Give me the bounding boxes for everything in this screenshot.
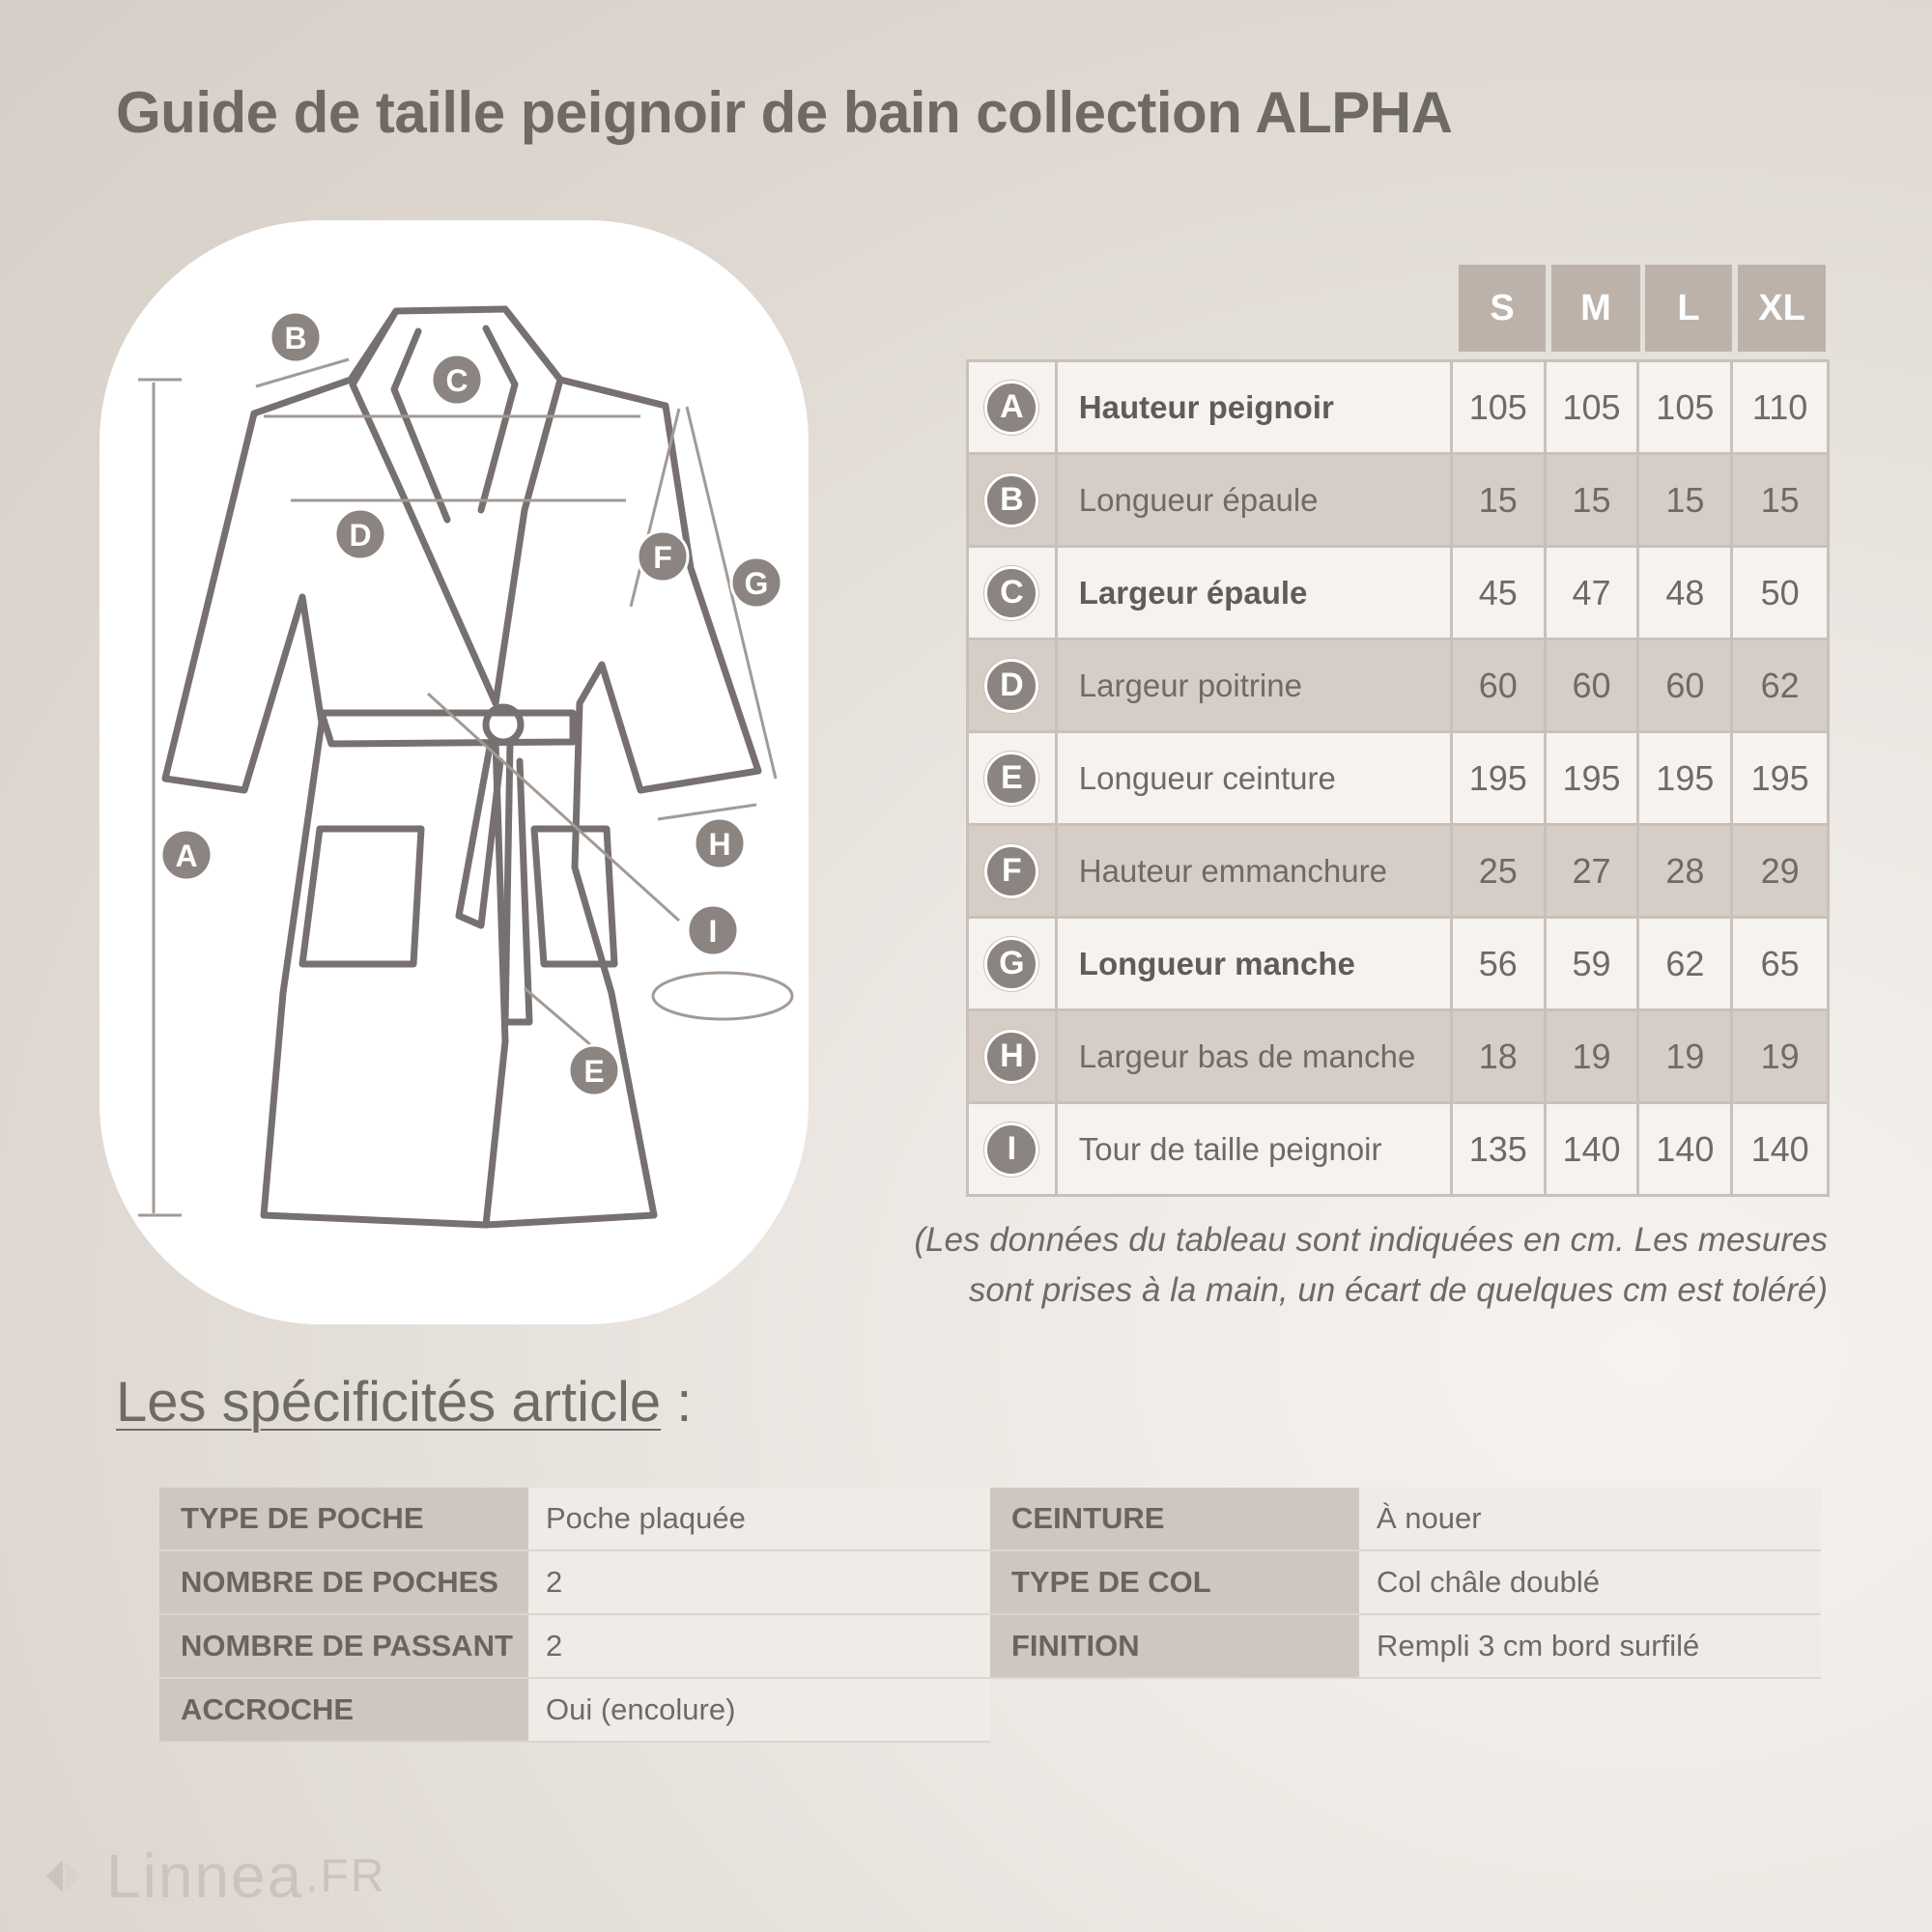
- value-cell: 60: [1453, 640, 1547, 730]
- row-badge: B: [984, 473, 1038, 527]
- row-label: Hauteur peignoir: [1058, 362, 1453, 452]
- size-header-l: L: [1645, 265, 1732, 352]
- value-cell: 19: [1760, 1036, 1800, 1076]
- spec-value: 2: [528, 1615, 990, 1677]
- row-badge: I: [984, 1122, 1038, 1177]
- specs-right: [990, 1488, 1821, 1679]
- table-row: [969, 640, 1827, 733]
- size-header-xl: XL: [1738, 265, 1826, 352]
- spec-value: Poche plaquée: [528, 1488, 990, 1549]
- table-row: [969, 919, 1827, 1011]
- value-cell: 45: [1453, 548, 1547, 638]
- waist-ellipse: [653, 973, 792, 1019]
- spec-row: [159, 1615, 990, 1679]
- size-header-s: S: [1459, 265, 1546, 352]
- row-label: Longueur ceinture: [1058, 733, 1453, 823]
- row-label: Largeur poitrine: [1058, 640, 1453, 730]
- value-cell: 27: [1547, 826, 1640, 916]
- value-cell: 15: [1453, 455, 1547, 545]
- spec-key: CEINTURE: [990, 1488, 1359, 1549]
- value-cell: 15: [1639, 455, 1733, 545]
- row-badge: H: [984, 1030, 1038, 1084]
- svg-text:E: E: [583, 1054, 605, 1089]
- collar-inner-right: [481, 328, 515, 510]
- value-cell: 50: [1760, 572, 1800, 612]
- belt: [322, 713, 573, 744]
- spec-value: Oui (encolure): [528, 1679, 990, 1741]
- spec-key: TYPE DE POCHE: [159, 1488, 528, 1549]
- value-cell: 195: [1750, 757, 1809, 798]
- spec-value: Col châle doublé: [1359, 1551, 1821, 1613]
- row-badge: C: [984, 566, 1038, 620]
- spec-value: 2: [528, 1551, 990, 1613]
- value-cell: 105: [1453, 362, 1547, 452]
- diagram-marker-a: [161, 830, 212, 880]
- value-cell: 28: [1639, 826, 1733, 916]
- spec-row: [990, 1488, 1821, 1551]
- table-row: [969, 826, 1827, 919]
- value-cell: 19: [1639, 1011, 1733, 1101]
- leaf-icon: [39, 1852, 87, 1900]
- row-badge: D: [984, 659, 1038, 713]
- svg-text:C: C: [445, 363, 469, 398]
- table-row: [969, 1011, 1827, 1104]
- spec-key: NOMBRE DE POCHES: [159, 1551, 528, 1613]
- spec-row: [990, 1615, 1821, 1679]
- value-cell: 15: [1760, 479, 1800, 520]
- note-line: (Les données du tableau sont indiquées en cm. Les mesures: [914, 1221, 1828, 1259]
- value-cell: 105: [1639, 362, 1733, 452]
- svg-text:F: F: [653, 540, 672, 575]
- measurement-note: [850, 1215, 1828, 1316]
- value-cell: 105: [1547, 362, 1640, 452]
- row-label: Largeur bas de manche: [1058, 1011, 1453, 1101]
- row-label: Tour de taille peignoir: [1058, 1104, 1453, 1194]
- brand-logo: [39, 1840, 386, 1912]
- value-cell: 60: [1639, 640, 1733, 730]
- value-cell: 62: [1639, 919, 1733, 1009]
- diagram-marker-f: [638, 531, 688, 582]
- specs-left: [159, 1488, 990, 1743]
- value-cell: 195: [1547, 733, 1640, 823]
- bathrobe-diagram-panel: [99, 220, 809, 1324]
- table-row: [969, 548, 1827, 640]
- specs-heading: [116, 1370, 692, 1435]
- table-row: [969, 1104, 1827, 1194]
- value-cell: 135: [1453, 1104, 1547, 1194]
- note-line: sont prises à la main, un écart de quelques cm est toléré): [968, 1271, 1828, 1309]
- bathrobe-diagram: [99, 220, 809, 1324]
- table-row: [969, 733, 1827, 826]
- value-cell: 195: [1639, 733, 1733, 823]
- value-cell: 60: [1547, 640, 1640, 730]
- row-label: Longueur épaule: [1058, 455, 1453, 545]
- svg-text:H: H: [708, 827, 731, 862]
- spec-key: FINITION: [990, 1615, 1359, 1677]
- value-cell: 29: [1760, 850, 1800, 891]
- value-cell: 56: [1453, 919, 1547, 1009]
- logo-suffix: .FR: [305, 1850, 386, 1902]
- spec-value: À nouer: [1359, 1488, 1821, 1549]
- size-table: [966, 359, 1830, 1197]
- diagram-marker-e: [569, 1045, 619, 1095]
- value-cell: 15: [1547, 455, 1640, 545]
- diagram-marker-i: [688, 905, 738, 955]
- spec-value: Rempli 3 cm bord surfilé: [1359, 1615, 1821, 1677]
- value-cell: 140: [1750, 1128, 1809, 1169]
- row-badge: E: [984, 752, 1038, 806]
- row-badge: A: [984, 381, 1038, 435]
- value-cell: 47: [1547, 548, 1640, 638]
- value-cell: 140: [1547, 1104, 1640, 1194]
- spec-row: [159, 1488, 990, 1551]
- page-title: Guide de taille peignoir de bain collection ALPHA: [116, 80, 1453, 145]
- value-cell: 140: [1639, 1104, 1733, 1194]
- spec-row: [159, 1679, 990, 1743]
- row-badge: F: [984, 844, 1038, 898]
- table-row: [969, 362, 1827, 455]
- spec-key: ACCROCHE: [159, 1679, 528, 1741]
- spec-key: TYPE DE COL: [990, 1551, 1359, 1613]
- diagram-marker-b: [270, 312, 321, 362]
- row-label: Hauteur emmanchure: [1058, 826, 1453, 916]
- diagram-marker-g: [731, 557, 781, 608]
- svg-text:A: A: [175, 838, 198, 873]
- svg-text:G: G: [744, 566, 769, 601]
- diagram-marker-c: [432, 355, 482, 405]
- row-label: Longueur manche: [1058, 919, 1453, 1009]
- size-header-m: M: [1551, 265, 1640, 352]
- value-cell: 195: [1453, 733, 1547, 823]
- value-cell: 65: [1760, 943, 1800, 983]
- value-cell: 19: [1547, 1011, 1640, 1101]
- value-cell: 110: [1751, 386, 1808, 427]
- value-cell: 18: [1453, 1011, 1547, 1101]
- value-cell: 62: [1760, 665, 1800, 705]
- specs-colon: :: [661, 1371, 693, 1434]
- front-opening: [486, 742, 505, 1225]
- table-row: [969, 455, 1827, 548]
- spec-key: NOMBRE DE PASSANT: [159, 1615, 528, 1677]
- specs-title: Les spécificités article: [116, 1371, 662, 1434]
- svg-text:I: I: [708, 914, 718, 949]
- value-cell: 48: [1639, 548, 1733, 638]
- spec-row: [159, 1551, 990, 1615]
- row-badge: G: [984, 937, 1038, 991]
- svg-text:B: B: [284, 321, 307, 355]
- logo-name: Linnea: [106, 1841, 304, 1911]
- value-cell: 25: [1453, 826, 1547, 916]
- pocket-left: [302, 829, 421, 964]
- diagram-marker-d: [335, 509, 385, 559]
- svg-text:D: D: [349, 518, 372, 553]
- value-cell: 59: [1547, 919, 1640, 1009]
- spec-row: [990, 1551, 1821, 1615]
- row-label: Largeur épaule: [1058, 548, 1453, 638]
- diagram-marker-h: [695, 818, 745, 868]
